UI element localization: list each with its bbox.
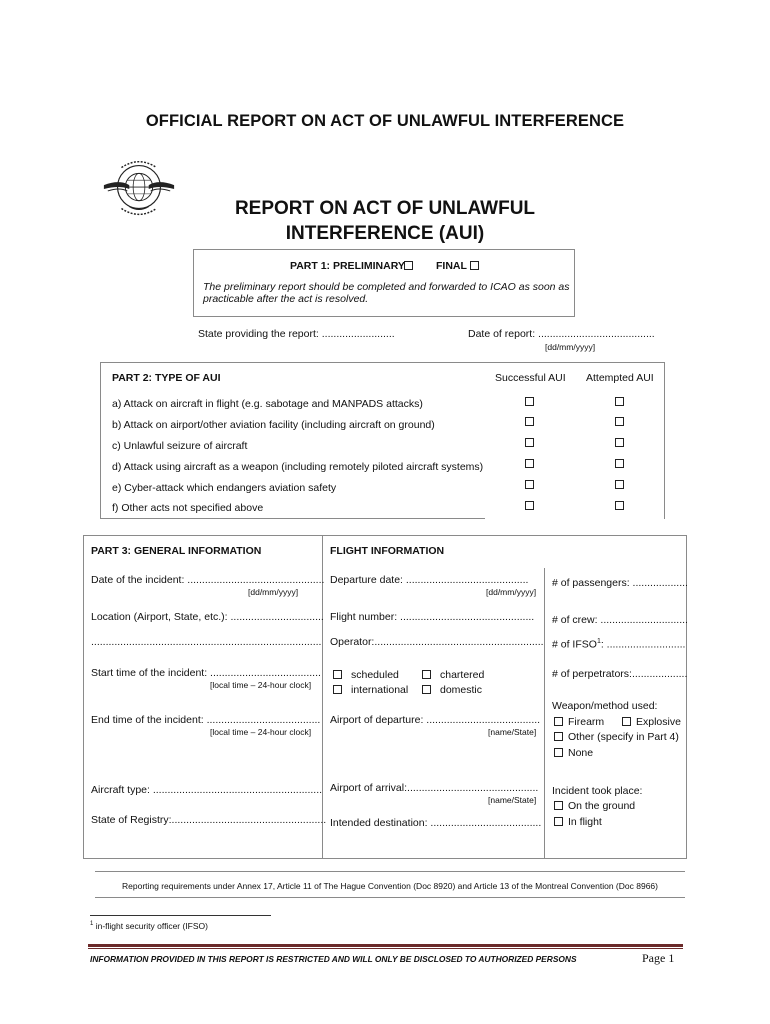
airport-departure-field[interactable]: Airport of departure: ....................................... bbox=[330, 714, 541, 726]
footer-rule-thin bbox=[88, 948, 683, 949]
location-continuation[interactable]: ............................................................................... bbox=[91, 636, 322, 648]
scheduled-label: scheduled bbox=[351, 669, 399, 681]
page-number: Page 1 bbox=[642, 951, 675, 965]
footnote bbox=[90, 921, 208, 931]
other-weapon-checkbox[interactable] bbox=[554, 732, 563, 741]
footnote-number: 1 bbox=[90, 921, 94, 928]
aui-row-f: f) Other acts not specified above bbox=[112, 502, 264, 514]
row-f-successful-checkbox[interactable] bbox=[525, 501, 534, 510]
departure-name-state: [name/State] bbox=[488, 727, 537, 737]
row-e-successful-checkbox[interactable] bbox=[525, 480, 534, 489]
flight-number-field[interactable]: Flight number: .............................................. bbox=[330, 611, 535, 623]
reporting-top-rule bbox=[95, 871, 685, 872]
start-time-format: [local time – 24-hour clock] bbox=[210, 680, 312, 690]
weapon-method-title: Weapon/method used: bbox=[552, 700, 658, 712]
subtitle-line-2: INTERFERENCE (AUI) bbox=[285, 223, 485, 244]
row-d-successful-checkbox[interactable] bbox=[525, 459, 534, 468]
part2-title: PART 2: TYPE OF AUI bbox=[112, 372, 221, 384]
row-a-successful-checkbox[interactable] bbox=[525, 397, 534, 406]
ifso-field[interactable] bbox=[552, 638, 685, 651]
date-of-incident-field[interactable]: Date of the incident: ............................................... bbox=[91, 574, 325, 586]
international-checkbox[interactable] bbox=[333, 685, 342, 694]
aui-row-b: b) Attack on airport/other aviation facility (including aircraft on ground) bbox=[112, 419, 435, 431]
row-e-attempted-checkbox[interactable] bbox=[615, 480, 624, 489]
aui-row-e: e) Cyber-attack which endangers aviation safety bbox=[112, 482, 337, 494]
reporting-requirements: Reporting requirements under Annex 17, Article 11 of The Hague Convention (Doc 8920) and Article 13 of the Montreal Convention (Doc 8966) bbox=[122, 881, 658, 891]
subtitle-line-1: REPORT ON ACT OF UNLAWFUL bbox=[234, 198, 536, 219]
location-field[interactable]: Location (Airport, State, etc.): ................................ bbox=[91, 611, 324, 623]
in-flight-checkbox[interactable] bbox=[554, 817, 563, 826]
icao-emblem-icon bbox=[100, 150, 178, 228]
ifso-label: # of IFSO bbox=[552, 638, 597, 651]
attempted-aui-header: Attempted AUI bbox=[586, 372, 654, 384]
chartered-checkbox[interactable] bbox=[422, 670, 431, 679]
airport-arrival-field[interactable]: Airport of arrival:............................................. bbox=[330, 782, 539, 794]
report-subtitle bbox=[170, 196, 600, 246]
none-weapon-checkbox[interactable] bbox=[554, 748, 563, 757]
intended-destination-field[interactable]: Intended destination: ...................................... bbox=[330, 817, 542, 829]
date-of-report-field[interactable]: Date of report: ........................................ bbox=[468, 328, 655, 340]
on-ground-label: On the ground bbox=[568, 800, 636, 812]
explosive-label: Explosive bbox=[636, 716, 681, 728]
date-format-hint: [dd/mm/yyyy] bbox=[545, 342, 596, 352]
part1-note-line-2: practicable after the act is resolved. bbox=[203, 293, 369, 305]
in-flight-label: In flight bbox=[568, 816, 602, 828]
part1-note-line-1: The preliminary report should be completed and forwarded to ICAO as soon as bbox=[203, 281, 570, 293]
reporting-bottom-rule bbox=[95, 897, 685, 898]
incident-date-format: [dd/mm/yyyy] bbox=[248, 587, 299, 597]
start-time-field[interactable]: Start time of the incident: ...................................... bbox=[91, 667, 321, 679]
firearm-label: Firearm bbox=[568, 716, 605, 728]
incident-place-title: Incident took place: bbox=[552, 785, 643, 797]
footer-notice: INFORMATION PROVIDED IN THIS REPORT IS RESTRICTED AND WILL ONLY BE DISCLOSED TO AUTHORIZED PERSONS bbox=[90, 954, 577, 964]
row-b-attempted-checkbox[interactable] bbox=[615, 417, 624, 426]
domestic-label: domestic bbox=[440, 684, 483, 696]
operator-field[interactable]: Operator:.......................................................... bbox=[330, 636, 544, 648]
firearm-checkbox[interactable] bbox=[554, 717, 563, 726]
footnote-rule bbox=[90, 915, 271, 916]
part1-final-label: FINAL bbox=[436, 260, 467, 272]
part2-bottom-rule bbox=[100, 518, 485, 519]
none-weapon-label: None bbox=[568, 747, 594, 759]
final-checkbox[interactable] bbox=[470, 261, 479, 270]
domestic-checkbox[interactable] bbox=[422, 685, 431, 694]
row-f-attempted-checkbox[interactable] bbox=[615, 501, 624, 510]
footnote-text: in-flight security officer (IFSO) bbox=[95, 921, 208, 931]
part1-preliminary-label: PART 1: PRELIMINARY bbox=[290, 260, 405, 272]
aui-row-c: c) Unlawful seizure of aircraft bbox=[112, 440, 248, 452]
state-of-registry-field[interactable]: State of Registry:..................................................... bbox=[91, 814, 327, 826]
scheduled-checkbox[interactable] bbox=[333, 670, 342, 679]
row-b-successful-checkbox[interactable] bbox=[525, 417, 534, 426]
successful-aui-header: Successful AUI bbox=[495, 372, 566, 384]
row-d-attempted-checkbox[interactable] bbox=[615, 459, 624, 468]
part3-title: PART 3: GENERAL INFORMATION bbox=[91, 545, 262, 557]
side-column-divider bbox=[544, 568, 545, 859]
aui-row-a: a) Attack on aircraft in flight (e.g. sabotage and MANPADS attacks) bbox=[112, 398, 423, 410]
preliminary-checkbox[interactable] bbox=[404, 261, 413, 270]
aircraft-type-field[interactable]: Aircraft type: .......................................................... bbox=[91, 784, 323, 796]
end-time-field[interactable]: End time of the incident: ....................................... bbox=[91, 714, 321, 726]
row-c-attempted-checkbox[interactable] bbox=[615, 438, 624, 447]
arrival-name-state: [name/State] bbox=[488, 795, 537, 805]
international-label: international bbox=[351, 684, 409, 696]
state-providing-field[interactable]: State providing the report: ......................... bbox=[198, 328, 395, 340]
ifso-dots: : ........................... bbox=[600, 638, 686, 651]
perpetrators-field[interactable]: # of perpetrators:................... bbox=[552, 668, 688, 680]
row-c-successful-checkbox[interactable] bbox=[525, 438, 534, 447]
row-a-attempted-checkbox[interactable] bbox=[615, 397, 624, 406]
footer-rule bbox=[88, 944, 683, 947]
end-time-format: [local time – 24-hour clock] bbox=[210, 727, 312, 737]
on-ground-checkbox[interactable] bbox=[554, 801, 563, 810]
chartered-label: chartered bbox=[440, 669, 485, 681]
document-title: OFFICIAL REPORT ON ACT OF UNLAWFUL INTERFERENCE bbox=[145, 112, 625, 130]
explosive-checkbox[interactable] bbox=[622, 717, 631, 726]
passengers-field[interactable]: # of passengers: ................... bbox=[552, 577, 688, 589]
departure-date-format: [dd/mm/yyyy] bbox=[486, 587, 537, 597]
aui-row-d: d) Attack using aircraft as a weapon (including remotely piloted aircraft systems) bbox=[112, 461, 484, 473]
flight-info-title: FLIGHT INFORMATION bbox=[330, 545, 445, 557]
crew-field[interactable]: # of crew: .............................. bbox=[552, 614, 688, 626]
other-weapon-label: Other (specify in Part 4) bbox=[568, 731, 679, 743]
departure-date-field[interactable]: Departure date: .......................................... bbox=[330, 574, 529, 586]
ifso-footnote-ref: 1 bbox=[596, 638, 601, 645]
